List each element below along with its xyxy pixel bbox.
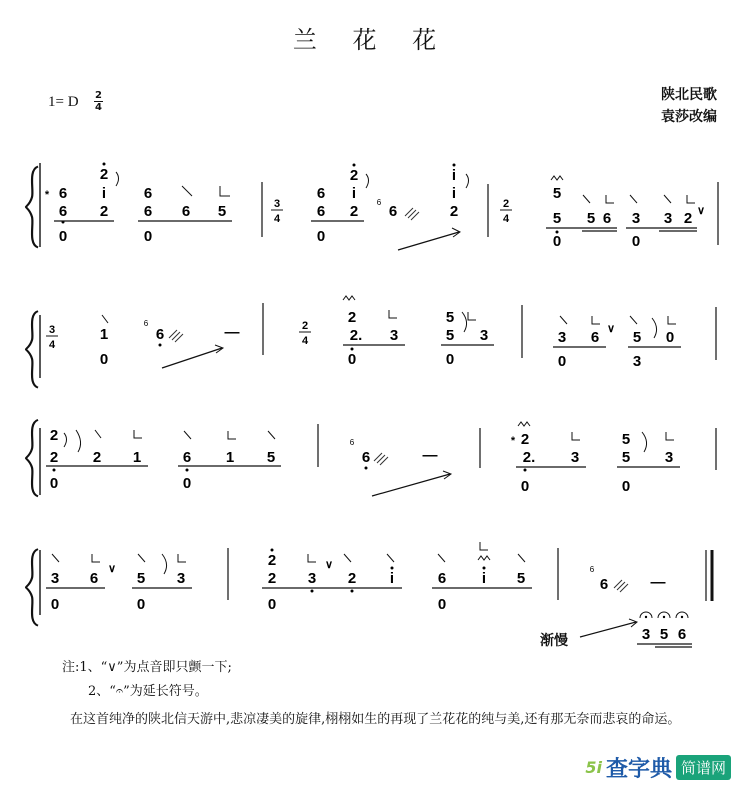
note: 2 bbox=[49, 449, 59, 466]
time-mark: 3 bbox=[48, 324, 56, 336]
note: 6 bbox=[89, 570, 99, 587]
note: 0 bbox=[520, 478, 530, 495]
note: 5 bbox=[586, 210, 596, 227]
note: i bbox=[451, 185, 457, 202]
note: 0 bbox=[182, 475, 192, 492]
note: 0 bbox=[316, 228, 326, 245]
note: 5 bbox=[632, 329, 642, 346]
time-signature-bottom: 4 bbox=[95, 102, 102, 113]
note: 6 bbox=[316, 185, 326, 202]
note: 2 bbox=[520, 431, 530, 448]
arranger-credit: 袁莎改编 bbox=[661, 109, 717, 125]
site-logo[interactable] bbox=[585, 752, 731, 782]
note: 6 bbox=[677, 626, 687, 643]
note: 2 bbox=[349, 203, 359, 220]
note: 0 bbox=[557, 353, 567, 370]
logo-brand: 查字典 bbox=[605, 756, 672, 782]
note: 2 bbox=[683, 210, 693, 227]
key-signature: 1= D bbox=[48, 94, 79, 110]
grace-note: 6 bbox=[143, 319, 149, 328]
note: 2 bbox=[99, 166, 109, 183]
note: 0 bbox=[665, 329, 675, 346]
note: 6 bbox=[599, 576, 609, 593]
system-1 bbox=[26, 163, 718, 251]
time-mark: 4 bbox=[48, 339, 56, 351]
note: 5 bbox=[445, 309, 455, 326]
breath-mark: ∨ bbox=[107, 563, 117, 575]
breath-mark: ∨ bbox=[324, 559, 334, 571]
note: i bbox=[389, 570, 395, 587]
note: 1 bbox=[99, 326, 109, 343]
dash: — bbox=[224, 324, 240, 341]
breath-mark: ∨ bbox=[606, 323, 616, 335]
note: 3 bbox=[557, 329, 567, 346]
note: 6 bbox=[181, 203, 191, 220]
note: 0 bbox=[552, 233, 562, 250]
note: 2 bbox=[449, 203, 459, 220]
note: 5 bbox=[621, 431, 631, 448]
note: 6 bbox=[143, 203, 153, 220]
note: 3 bbox=[307, 570, 317, 587]
system-2 bbox=[26, 296, 716, 388]
note: 3 bbox=[664, 449, 674, 466]
note: 2 bbox=[347, 570, 357, 587]
note: 5 bbox=[621, 449, 631, 466]
note: 0 bbox=[49, 475, 59, 492]
logo-section: 简谱网 bbox=[676, 755, 731, 780]
note: 2 bbox=[92, 449, 102, 466]
note: 2 bbox=[99, 203, 109, 220]
note: 3 bbox=[389, 327, 399, 344]
note: 3 bbox=[663, 210, 673, 227]
note: 0 bbox=[347, 351, 357, 368]
time-mark: 4 bbox=[502, 213, 510, 225]
note: 5 bbox=[266, 449, 276, 466]
note: 0 bbox=[267, 596, 277, 613]
note: 6 bbox=[143, 185, 153, 202]
note: 5 bbox=[445, 327, 455, 344]
note: i bbox=[351, 185, 357, 202]
note: i bbox=[101, 185, 107, 202]
note: 0 bbox=[58, 228, 68, 245]
note: 3 bbox=[641, 626, 651, 643]
note: i bbox=[451, 167, 457, 184]
note: 0 bbox=[143, 228, 153, 245]
system-3 bbox=[26, 420, 716, 497]
note: 0 bbox=[136, 596, 146, 613]
note: 0 bbox=[50, 596, 60, 613]
note: 0 bbox=[631, 233, 641, 250]
note: 6 bbox=[602, 210, 612, 227]
note: 5 bbox=[516, 570, 526, 587]
note: 6 bbox=[58, 203, 68, 220]
note: 6 bbox=[316, 203, 326, 220]
system-4 bbox=[26, 542, 712, 647]
note: 2 bbox=[49, 427, 59, 444]
description-paragraph bbox=[44, 708, 724, 732]
logo-prefix: 5i bbox=[585, 757, 602, 777]
note: 2. bbox=[522, 449, 536, 466]
note: 5 bbox=[552, 210, 562, 227]
note: 6 bbox=[58, 185, 68, 202]
note: 2 bbox=[267, 570, 277, 587]
note: 1 bbox=[225, 449, 235, 466]
time-mark: 3 bbox=[273, 198, 281, 210]
note: 3 bbox=[479, 327, 489, 344]
note: 6 bbox=[437, 570, 447, 587]
origin-credit: 陕北民歌 bbox=[661, 87, 717, 103]
note: 3 bbox=[631, 210, 641, 227]
note: 1 bbox=[132, 449, 142, 466]
dash: — bbox=[422, 447, 438, 464]
note: 3 bbox=[50, 570, 60, 587]
gradual-slow-label: 渐慢 bbox=[540, 633, 568, 649]
note: 6 bbox=[590, 329, 600, 346]
breath-mark: ∨ bbox=[696, 205, 706, 217]
grace-note: 6 bbox=[349, 438, 355, 447]
note: 5 bbox=[552, 185, 562, 202]
note: 6 bbox=[155, 326, 165, 343]
note: 3 bbox=[176, 570, 186, 587]
note: 6 bbox=[182, 449, 192, 466]
note: 0 bbox=[437, 596, 447, 613]
grace-note: 6 bbox=[376, 198, 382, 207]
page-title: 兰 花 花 bbox=[292, 26, 451, 54]
note: 2. bbox=[349, 327, 363, 344]
time-mark: 2 bbox=[502, 198, 510, 210]
description-text: 在这首纯净的陕北信天游中,悲凉凄美的旋律,栩栩如生的再现了兰花花的纯与美,还有那无奈而悲哀的命运。 bbox=[70, 712, 681, 727]
note: 0 bbox=[99, 351, 109, 368]
note: 6 bbox=[361, 449, 371, 466]
time-mark: 4 bbox=[301, 335, 309, 347]
grace-note: 6 bbox=[589, 565, 595, 574]
note: 5 bbox=[136, 570, 146, 587]
footnote-2: 2、“𝄐”为延长符号。 bbox=[88, 684, 208, 699]
note: 2 bbox=[349, 167, 359, 184]
note: 2 bbox=[267, 552, 277, 569]
note: i bbox=[481, 570, 487, 587]
note: 0 bbox=[621, 478, 631, 495]
note: 6 bbox=[388, 203, 398, 220]
star-mark: * bbox=[44, 189, 50, 201]
time-mark: 4 bbox=[273, 213, 281, 225]
time-signature-top: 2 bbox=[95, 90, 102, 101]
footnote-1: 注:1、“∨”为点音即只颤一下; bbox=[62, 660, 232, 675]
note: 5 bbox=[217, 203, 227, 220]
star-mark: * bbox=[510, 435, 516, 447]
note: 2 bbox=[347, 309, 357, 326]
note: 3 bbox=[632, 353, 642, 370]
note: 5 bbox=[659, 626, 669, 643]
footnotes bbox=[62, 656, 232, 704]
time-mark: 2 bbox=[301, 320, 309, 332]
dash: — bbox=[650, 574, 666, 591]
note: 3 bbox=[570, 449, 580, 466]
note: 0 bbox=[445, 351, 455, 368]
